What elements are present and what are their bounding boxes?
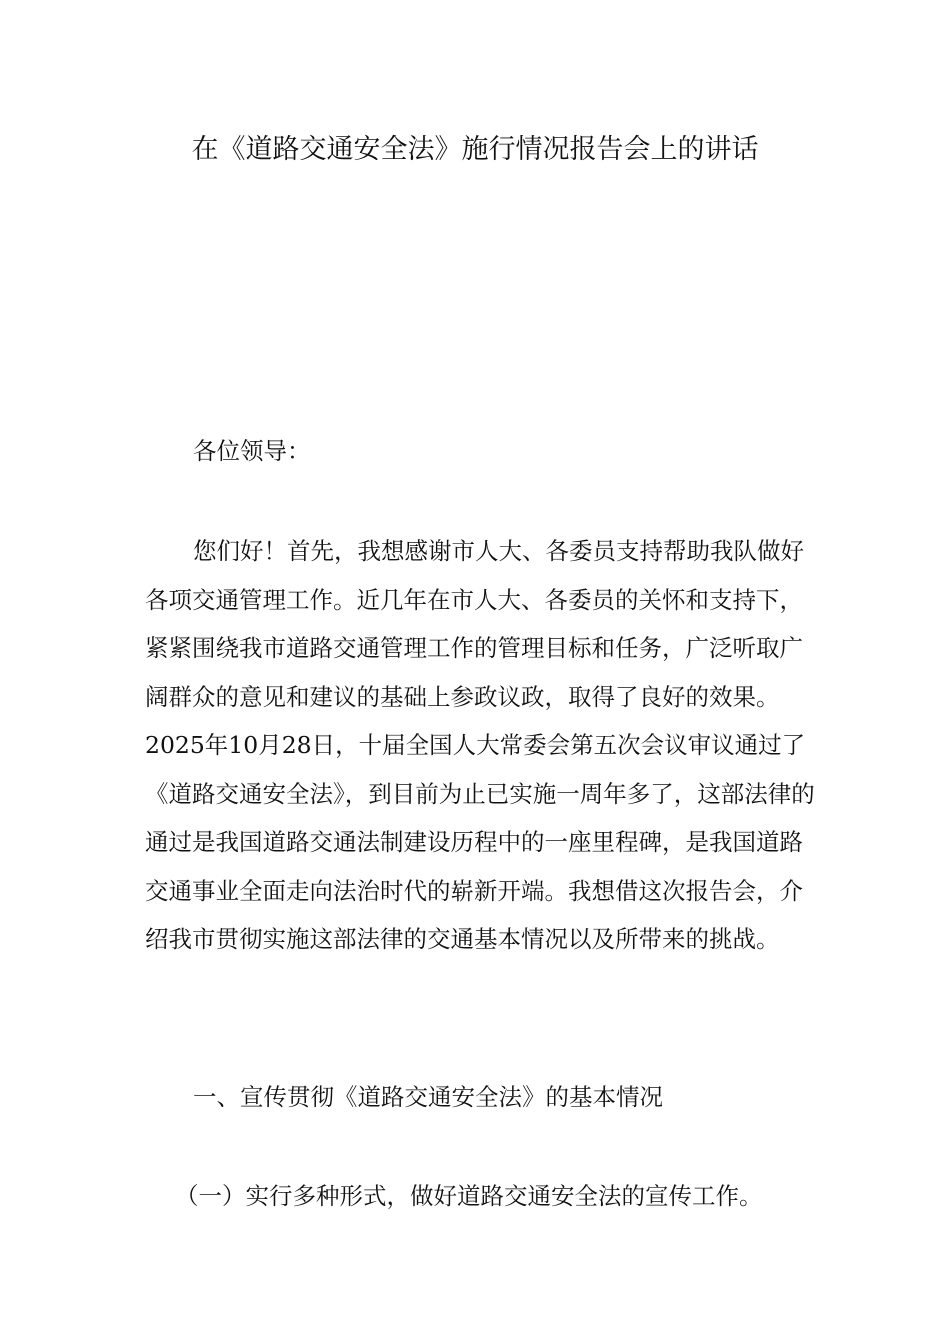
body-paragraph: 您们好！首先，我想感谢市人大、各委员支持帮助我队做好各项交通管理工作。近几年在市人大、各委员的关怀和支持下，紧紧围绕我市道路交通管理工作的管理目标和任务，广泛听取广阔群众的意见和建议的基础上参政议政，取得了良好的效果。2025年10月28日，十届全国人大常委会第五次会议审议通过了《道路交通安全法》，到目前为止已实施一周年多了，这部法律的通过是我国道路交通法制建设历程中的一座里程碑，是我国道路交通事业全面走向法治时代的崭新开端。我想借这次报告会，介绍我市贯彻实施这部法律的交通基本情况以及所带来的挑战。 bbox=[145, 537, 815, 953]
section-heading: 一、宣传贯彻《道路交通安全法》的基本情况 bbox=[193, 1083, 663, 1111]
salutation: 各位领导： bbox=[193, 437, 311, 465]
subsection-heading: （一）实行多种形式，做好道路交通安全法的宣传工作。 bbox=[175, 1182, 763, 1210]
document-title: 在《道路交通安全法》施行情况报告会上的讲话 bbox=[191, 134, 759, 165]
